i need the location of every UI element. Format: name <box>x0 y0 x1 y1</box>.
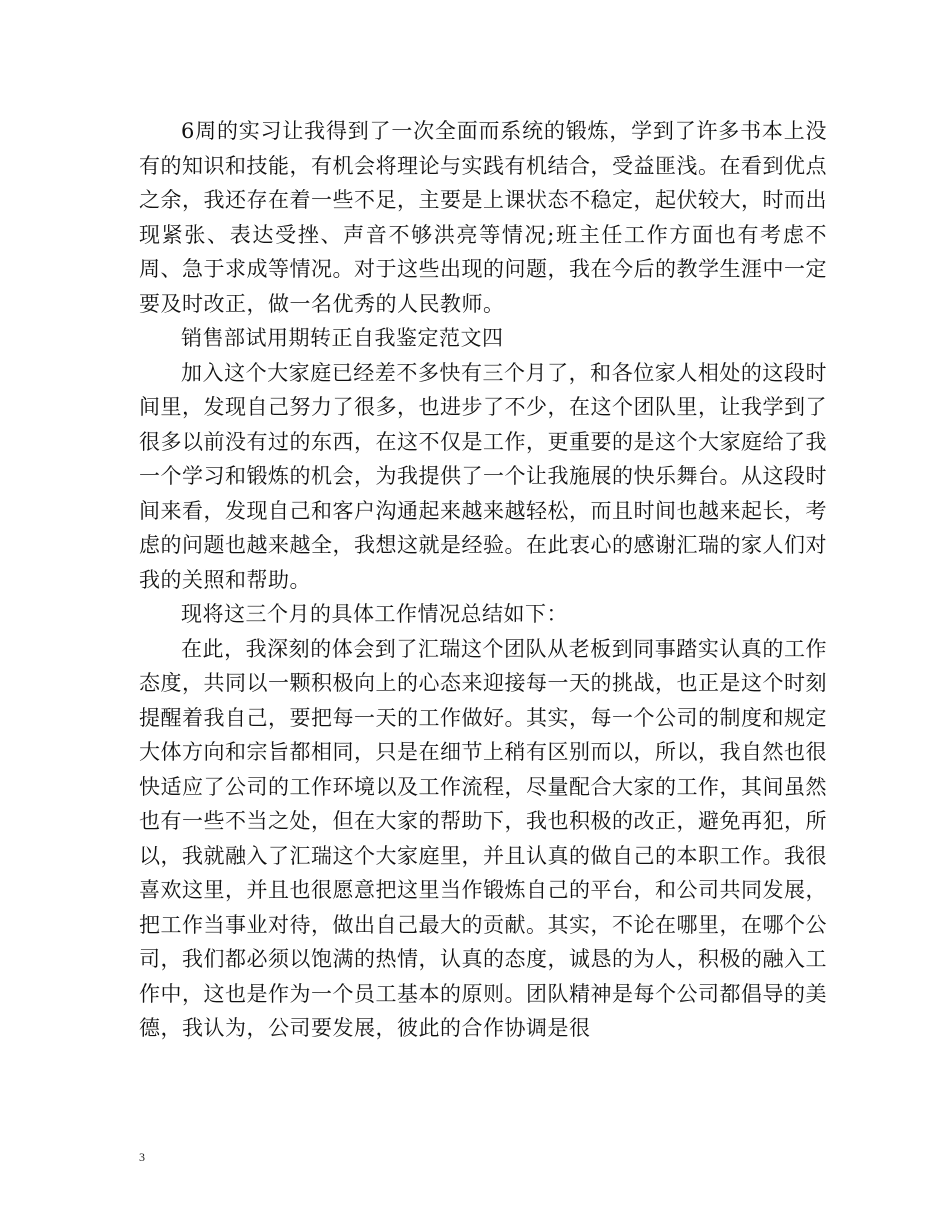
document-body <box>139 114 827 1046</box>
paragraph-joining-team: 加入这个大家庭已经差不多快有三个月了，和各位家人相处的这段时间里，发现自己努力了很多，也进步了不少，在这个团队里，让我学到了很多以前没有过的东西，在这不仅是工作，更重要的是这个大家庭给了我一个学习和锻炼的机会，为我提供了一个让我施展的快乐舞台。从这段时间来看，发现自己和客户沟通起来越来越轻松，而且时间也越来起长，考虑的问题也越来越全，我想这就是经验。在此衷心的感谢汇瑞的家人们对我的关照和帮助。 <box>139 360 827 592</box>
paragraph-team-experience: 在此，我深刻的体会到了汇瑞这个团队从老板到同事踏实认真的工作态度，共同以一颗积极向上的心态来迎接每一天的挑战，也正是这个时刻提醒着我自己，要把每一天的工作做好。其实，每一个公司的制度和规定大体方向和宗旨都相同，只是在细节上稍有区别而以，所以，我自然也很快适应了公司的工作环境以及工作流程，尽量配合大家的工作，其间虽然也有一些不当之处，但在大家的帮助下，我也积极的改正，避免再犯，所以，我就融入了汇瑞这个大家庭里，并且认真的做自己的本职工作。我很喜欢这里，并且也很愿意把这里当作锻炼自己的平台，和公司共同发展，把工作当事业对待，做出自己最大的贡献。其实，不论在哪里，在哪个公司，我们都必须以饱满的热情，认真的态度，诚恳的为人，积极的融入工作中，这也是作为一个员工基本的原则。团队精神是每个公司都倡导的美德，我认为，公司要发展，彼此的合作协调是很 <box>139 636 827 1040</box>
page-number: 3 <box>139 1150 145 1164</box>
paragraph-internship-summary: 6周的实习让我得到了一次全面而系统的锻炼，学到了许多书本上没有的知识和技能，有机会将理论与实践有机结合，受益匪浅。在看到优点之余，我还存在着一些不足，主要是上课状态不稳定，起伏较大，时而出现紧张、表达受挫、声音不够洪亮等情况;班主任工作方面也有考虑不周、急于求成等情况。对于这些出现的问题，我在今后的教学生涯中一定要及时改正，做一名优秀的人民教师。 <box>139 119 827 316</box>
section-heading: 销售部试用期转正自我鉴定范文四 <box>181 326 504 350</box>
paragraph-summary-intro: 现将这三个月的具体工作情况总结如下： <box>181 602 568 626</box>
